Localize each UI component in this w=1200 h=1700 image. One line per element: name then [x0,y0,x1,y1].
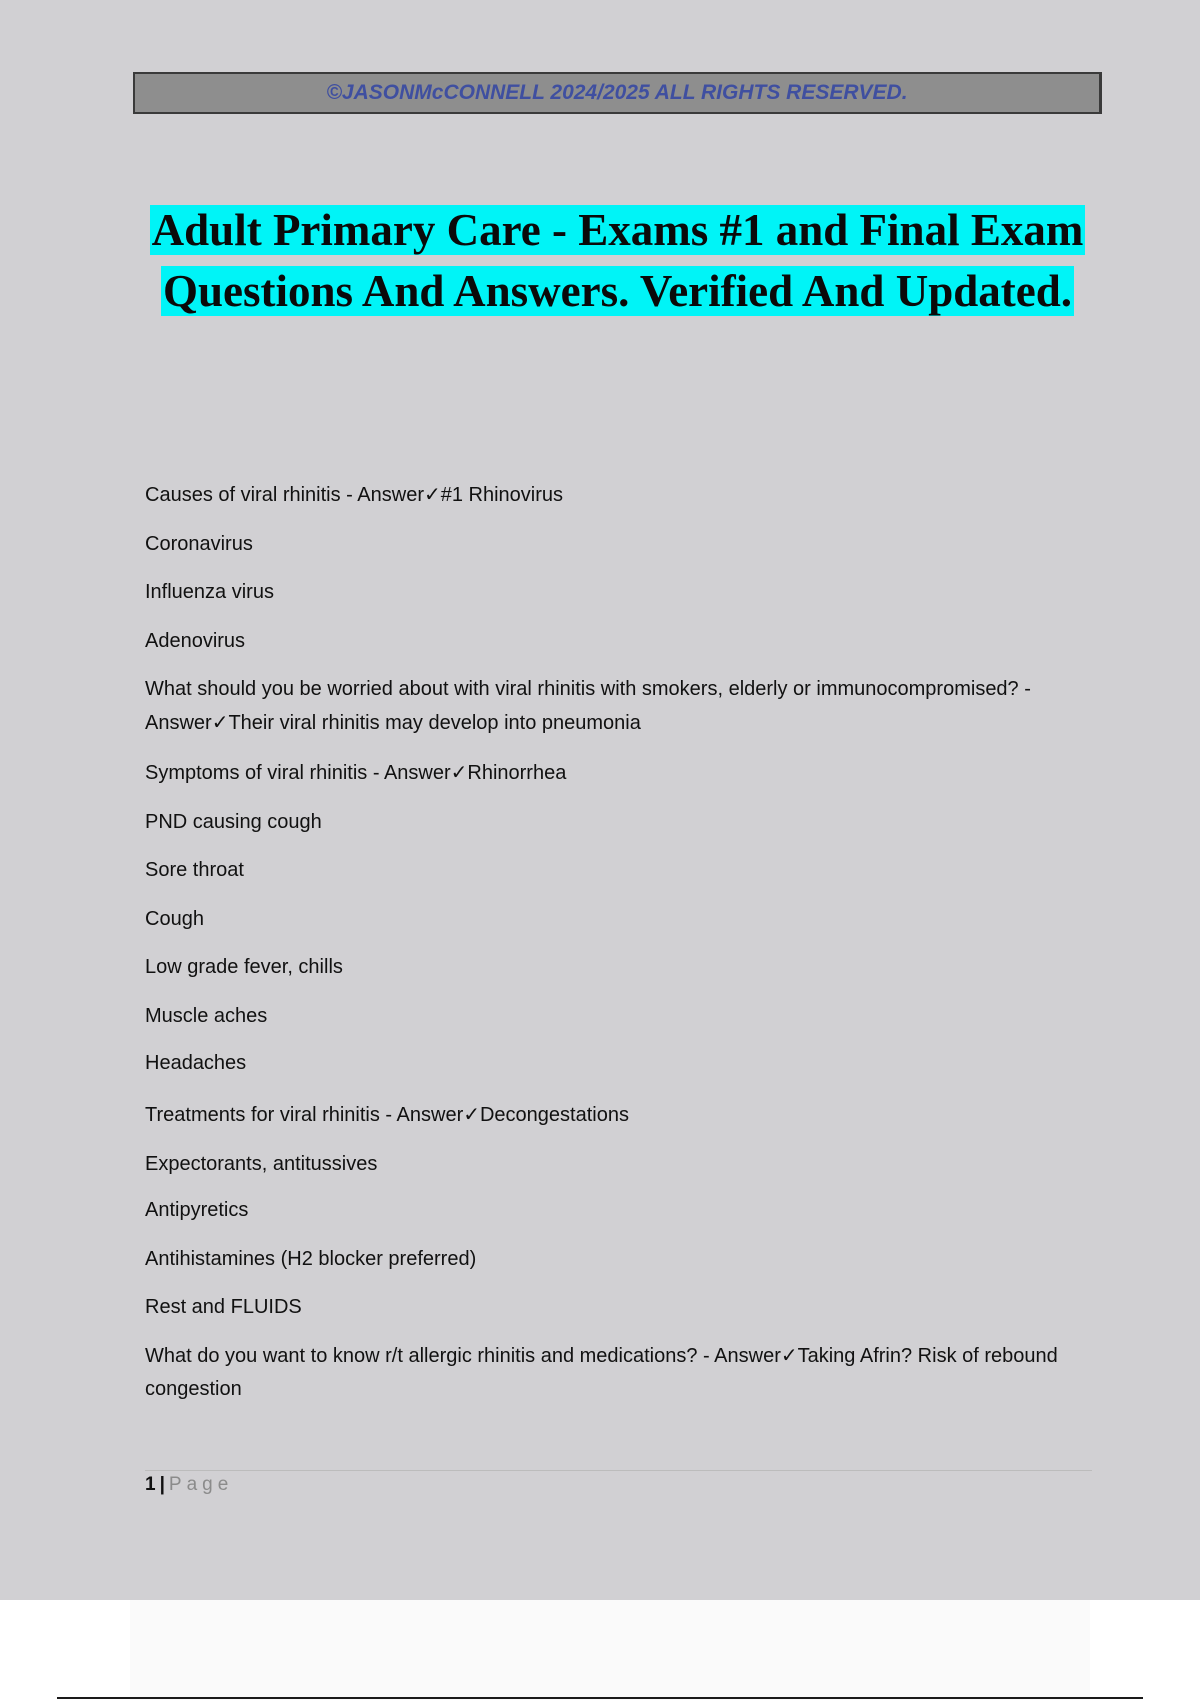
page-number-footer [145,1474,233,1496]
qa-line: Symptoms of viral rhinitis - Answer✓Rhinorrhea [145,762,567,784]
qa-line: Treatments for viral rhinitis - Answer✓Decongestations [145,1104,629,1126]
qa-line: Antihistamines (H2 blocker preferred) [145,1248,477,1270]
document-title [130,200,1105,322]
next-page-preview [130,1600,1090,1700]
qa-line: Coronavirus [145,533,253,555]
qa-line: What should you be worried about with viral rhinitis with smokers, elderly or immunocompromised? - Answer✓Their viral rhinitis may develop into pneumonia [145,678,1031,734]
footer-divider [145,1470,1092,1471]
qa-line: Influenza virus [145,581,274,603]
qa-line: Cough [145,908,204,930]
qa-line: Adenovirus [145,630,246,652]
qa-line: Headaches [145,1052,247,1074]
qa-line: What do you want to know r/t allergic rhinitis and medications? - Answer✓Taking Afrin? Risk of rebound congestion [145,1345,1058,1400]
qa-line: Muscle aches [145,1005,268,1027]
page-number: 1 [145,1474,156,1495]
copyright-header-bar [133,72,1102,114]
document-title-text: Adult Primary Care - Exams #1 and Final Exam Questions And Answers. Verified And Updated. [151,205,1084,316]
qa-line: Causes of viral rhinitis - Answer✓#1 Rhinovirus [145,484,564,506]
qa-line: Rest and FLUIDS [145,1296,302,1318]
qa-line: Low grade fever, chills [145,956,343,978]
qa-line: Expectorants, antitussives [145,1153,378,1175]
bottom-divider [57,1697,1143,1699]
qa-line: PND causing cough [145,811,322,833]
page-number-separator: | [159,1474,165,1495]
page-label: Page [168,1474,234,1495]
qa-line: Sore throat [145,859,244,881]
qa-line: Antipyretics [145,1199,249,1221]
copyright-watermark: ©JASONMcCONNELL 2024/2025 ALL RIGHTS RESERVED. [326,81,908,104]
